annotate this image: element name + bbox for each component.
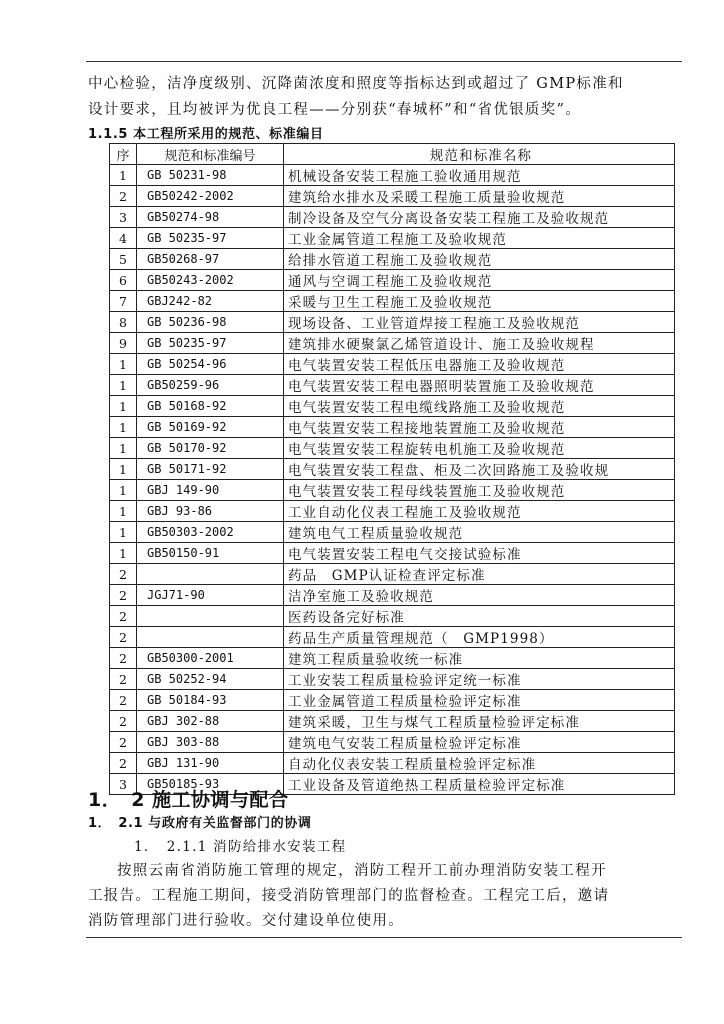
row-code: [137, 606, 284, 627]
body-line-3: 消防管理部门进行验收。交付建设单位使用。: [88, 913, 404, 929]
row-code: GB50242-2002: [137, 186, 284, 207]
table-row: [110, 627, 675, 648]
row-name: 工业自动化仪表工程施工及验收规范: [284, 501, 675, 522]
body-line-1: 按照云南省消防施工管理的规定，消防工程开工前办理消防安装工程开: [117, 863, 607, 879]
row-number: 2: [110, 606, 137, 627]
row-number: 1: [110, 522, 137, 543]
row-name: 药品 GMP认证检查评定标准: [284, 564, 675, 585]
row-code: GBJ 93-86: [137, 501, 284, 522]
header-name: 规范和标准名称: [284, 144, 675, 165]
row-name: 制冷设备及空气分离设备安装工程施工及验收规范: [284, 207, 675, 228]
row-code: GBJ 131-90: [137, 753, 284, 774]
row-code: [137, 564, 284, 585]
row-name: 药品生产质量管理规范（ GMP1998）: [284, 627, 675, 648]
table-row: [110, 564, 675, 585]
row-code: GB 50184-93: [137, 690, 284, 711]
table-row: [110, 186, 675, 207]
row-code: GB 50235-97: [137, 333, 284, 354]
row-number: 2: [110, 186, 137, 207]
row-code: GB 50171-92: [137, 459, 284, 480]
body-line-2: 工报告。工程施工期间，接受消防管理部门的监督检查。工程完工后，邀请: [88, 888, 610, 904]
table-row: [110, 522, 675, 543]
row-number: 2: [110, 753, 137, 774]
row-code: GB50274-98: [137, 207, 284, 228]
row-code: GB50303-2002: [137, 522, 284, 543]
row-name: 通风与空调工程施工及验收规范: [284, 270, 675, 291]
footer-rule: [86, 937, 682, 938]
table-row: [110, 585, 675, 606]
row-number: 1: [110, 459, 137, 480]
table-row: [110, 543, 675, 564]
table-row: [110, 207, 675, 228]
row-name: 电气装置安装工程电气交接试验标准: [284, 543, 675, 564]
table-row: [110, 228, 675, 249]
table-row: [110, 165, 675, 186]
table-row: [110, 606, 675, 627]
table-row: [110, 270, 675, 291]
row-code: JGJ71-90: [137, 585, 284, 606]
row-number: 2: [110, 711, 137, 732]
section-1-1-5-heading: 1.1.5 本工程所采用的规范、标准编目: [88, 127, 324, 142]
section-1-2-1-heading: 1． 2.1 与政府有关监督部门的协调: [88, 816, 312, 831]
table-row: [110, 417, 675, 438]
row-number: 2: [110, 690, 137, 711]
table-row: [110, 291, 675, 312]
row-code: GB50300-2001: [137, 648, 284, 669]
table-row: [110, 438, 675, 459]
row-name: 电气装置安装工程电缆线路施工及验收规范: [284, 396, 675, 417]
row-name: 工业金属管道工程施工及验收规范: [284, 228, 675, 249]
row-code: GB50259-96: [137, 375, 284, 396]
table-row: [110, 690, 675, 711]
row-number: 6: [110, 270, 137, 291]
row-name: 工业安装工程质量检验评定统一标准: [284, 669, 675, 690]
row-name: 给排水管道工程施工及验收规范: [284, 249, 675, 270]
table-row: [110, 753, 675, 774]
row-number: 1: [110, 396, 137, 417]
row-number: 2: [110, 627, 137, 648]
row-number: 4: [110, 228, 137, 249]
table-header-row: [110, 144, 675, 165]
row-number: 1: [110, 438, 137, 459]
row-name: 工业设备及管道绝热工程质量检验评定标准: [284, 774, 675, 795]
row-code: GB 50236-98: [137, 312, 284, 333]
row-name: 工业金属管道工程质量检验评定标准: [284, 690, 675, 711]
row-number: 1: [110, 165, 137, 186]
row-name: 建筑排水硬聚氯乙烯管道设计、施工及验收规程: [284, 333, 675, 354]
row-number: 2: [110, 564, 137, 585]
row-name: 现场设备、工业管道焊接工程施工及验收规范: [284, 312, 675, 333]
row-code: GB 50169-92: [137, 417, 284, 438]
intro-line-2: 设计要求，且均被评为优良工程——分别获“春城杯”和“省优银质奖”。: [88, 102, 582, 118]
row-number: 1: [110, 543, 137, 564]
row-name: 电气装置安装工程盘、柜及二次回路施工及验收规: [284, 459, 675, 480]
row-name: 建筑采暖，卫生与煤气工程质量检验评定标准: [284, 711, 675, 732]
row-number: 1: [110, 480, 137, 501]
intro-line-1: 中心检验，洁净度级别、沉降菌浓度和照度等指标达到或超过了 GMP标准和: [88, 76, 624, 92]
row-name: 电气装置安装工程接地装置施工及验收规范: [284, 417, 675, 438]
row-number: 1: [110, 501, 137, 522]
row-number: 2: [110, 648, 137, 669]
row-name: 电气装置安装工程旋转电机施工及验收规范: [284, 438, 675, 459]
table-row: [110, 459, 675, 480]
row-name: 自动化仪表安装工程质量检验评定标准: [284, 753, 675, 774]
row-name: 电气装置安装工程电器照明装置施工及验收规范: [284, 375, 675, 396]
table-row: [110, 480, 675, 501]
section-1-2-1-1-heading: 1． 2.1.1 消防给排水安装工程: [134, 839, 347, 855]
row-code: GB 50235-97: [137, 228, 284, 249]
row-code: GB 50231-98: [137, 165, 284, 186]
row-name: 电气装置安装工程母线装置施工及验收规范: [284, 480, 675, 501]
row-code: GBJ242-82: [137, 291, 284, 312]
table-row: [110, 732, 675, 753]
row-number: 5: [110, 249, 137, 270]
header-rule: [86, 61, 682, 62]
row-code: GBJ 303-88: [137, 732, 284, 753]
row-code: GB50268-97: [137, 249, 284, 270]
table-row: [110, 648, 675, 669]
header-code: 规范和标准编号: [137, 144, 284, 165]
row-number: 2: [110, 669, 137, 690]
row-code: GB50185-93: [137, 774, 284, 795]
row-code: GBJ 302-88: [137, 711, 284, 732]
row-number: 1: [110, 417, 137, 438]
row-number: 8: [110, 312, 137, 333]
row-number: 1: [110, 354, 137, 375]
table-row: [110, 501, 675, 522]
row-name: 建筑电气安装工程质量检验评定标准: [284, 732, 675, 753]
row-number: 3: [110, 207, 137, 228]
standards-table-body: [110, 165, 675, 795]
row-name: 电气装置安装工程低压电器施工及验收规范: [284, 354, 675, 375]
row-name: 建筑电气工程质量验收规范: [284, 522, 675, 543]
header-no: 序: [110, 144, 137, 165]
standards-table: [109, 143, 675, 795]
table-row: [110, 333, 675, 354]
table-row: [110, 375, 675, 396]
row-name: 建筑给水排水及采暖工程施工质量验收规范: [284, 186, 675, 207]
row-number: 7: [110, 291, 137, 312]
section-1-2-heading: 1． 2 施工协调与配合: [88, 789, 289, 811]
row-code: GB50150-91: [137, 543, 284, 564]
row-number: 3: [110, 774, 137, 795]
row-number: 1: [110, 375, 137, 396]
row-name: 洁净室施工及验收规范: [284, 585, 675, 606]
row-code: GB 50170-92: [137, 438, 284, 459]
row-name: 医药设备完好标准: [284, 606, 675, 627]
table-row: [110, 396, 675, 417]
row-number: 9: [110, 333, 137, 354]
row-code: GB 50168-92: [137, 396, 284, 417]
table-row: [110, 669, 675, 690]
table-row: [110, 312, 675, 333]
row-code: GBJ 149-90: [137, 480, 284, 501]
row-name: 采暖与卫生工程施工及验收规范: [284, 291, 675, 312]
table-row: [110, 711, 675, 732]
row-code: GB 50254-96: [137, 354, 284, 375]
row-code: GB50243-2002: [137, 270, 284, 291]
table-row: [110, 249, 675, 270]
row-name: 机械设备安装工程施工验收通用规范: [284, 165, 675, 186]
row-name: 建筑工程质量验收统一标准: [284, 648, 675, 669]
row-code: GB 50252-94: [137, 669, 284, 690]
row-number: 2: [110, 732, 137, 753]
table-row: [110, 354, 675, 375]
row-code: [137, 627, 284, 648]
row-number: 2: [110, 585, 137, 606]
